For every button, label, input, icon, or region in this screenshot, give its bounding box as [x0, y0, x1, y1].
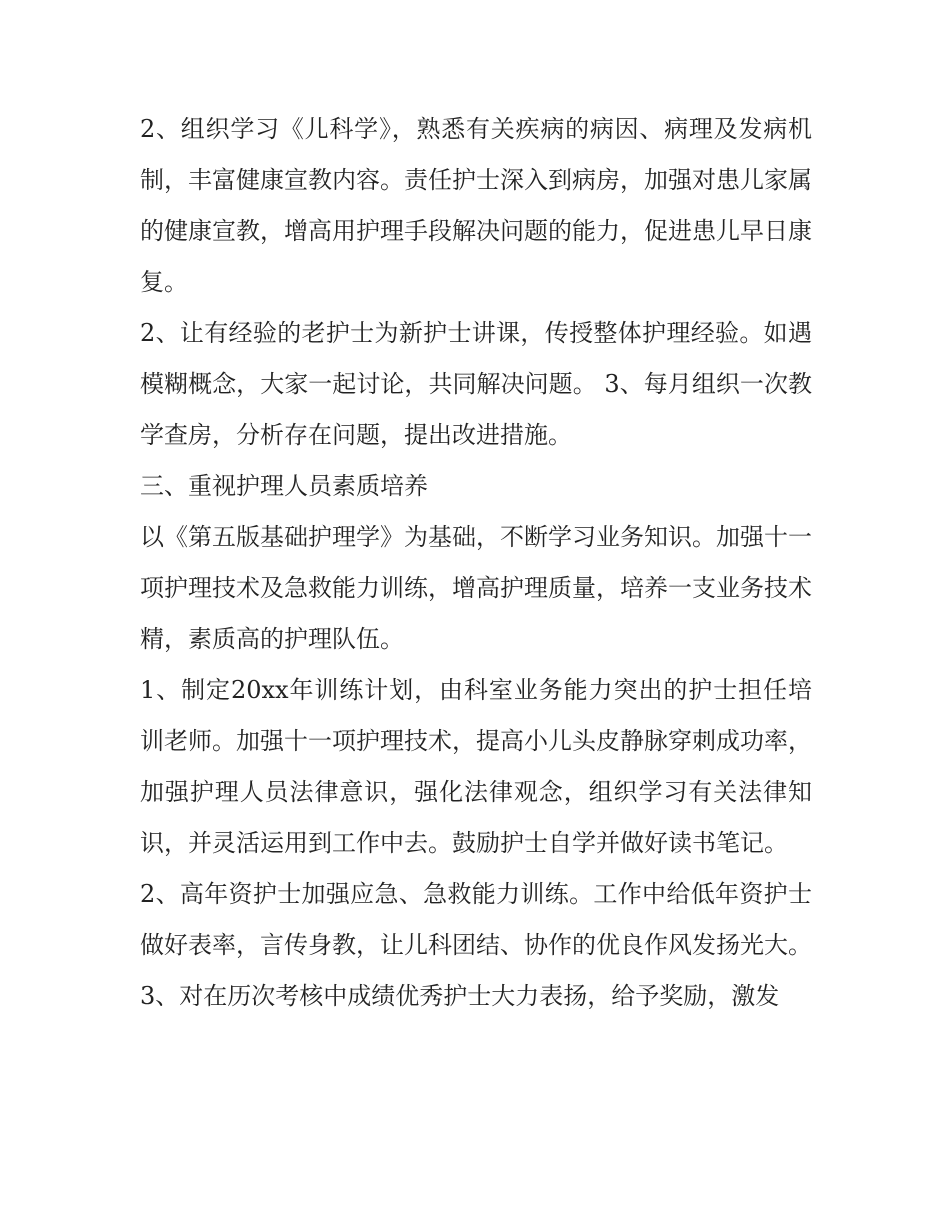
section-heading-quality-training: 三、重视护理人员素质培养	[140, 472, 428, 500]
paragraph-course-study: 2、组织学习《儿科学》，熟悉有关疾病的病因、病理及发病机制，丰富健康宣教内容。责任护士深入到病房，加强对患儿家属的健康宣教，增高用护理手段解决问题的能力，促进患儿早日康复。	[140, 115, 812, 296]
paragraph-training-plan: 1、制定20xx年训练计划，由科室业务能力突出的护士担任培训老师。加强十一项护理技术，提高小儿头皮静脉穿刺成功率，加强护理人员法律意识，强化法律观念，组织学习有关法律知识，并灵活运用到工作中去。鼓励护士自学并做好读书笔记。	[140, 676, 812, 857]
paragraph-senior-nurse-lecture: 2、让有经验的老护士为新护士讲课，传授整体护理经验。如遇模糊概念，大家一起讨论，共同解决问题。 3、每月组织一次教学查房，分析存在问题，提出改进措施。	[140, 319, 812, 449]
document-body	[140, 104, 812, 1022]
paragraph-basic-nursing: 以《第五版基础护理学》为基础，不断学习业务知识。加强十一项护理技术及急救能力训练，增高护理质量，培养一支业务技术精，素质高的护理队伍。	[140, 523, 812, 653]
paragraph-assessment-reward: 3、对在历次考核中成绩优秀护士大力表扬，给予奖励，激发	[140, 982, 780, 1010]
paragraph-emergency-training: 2、高年资护士加强应急、急救能力训练。工作中给低年资护士做好表率，言传身教，让儿科团结、协作的优良作风发扬光大。	[140, 880, 812, 959]
